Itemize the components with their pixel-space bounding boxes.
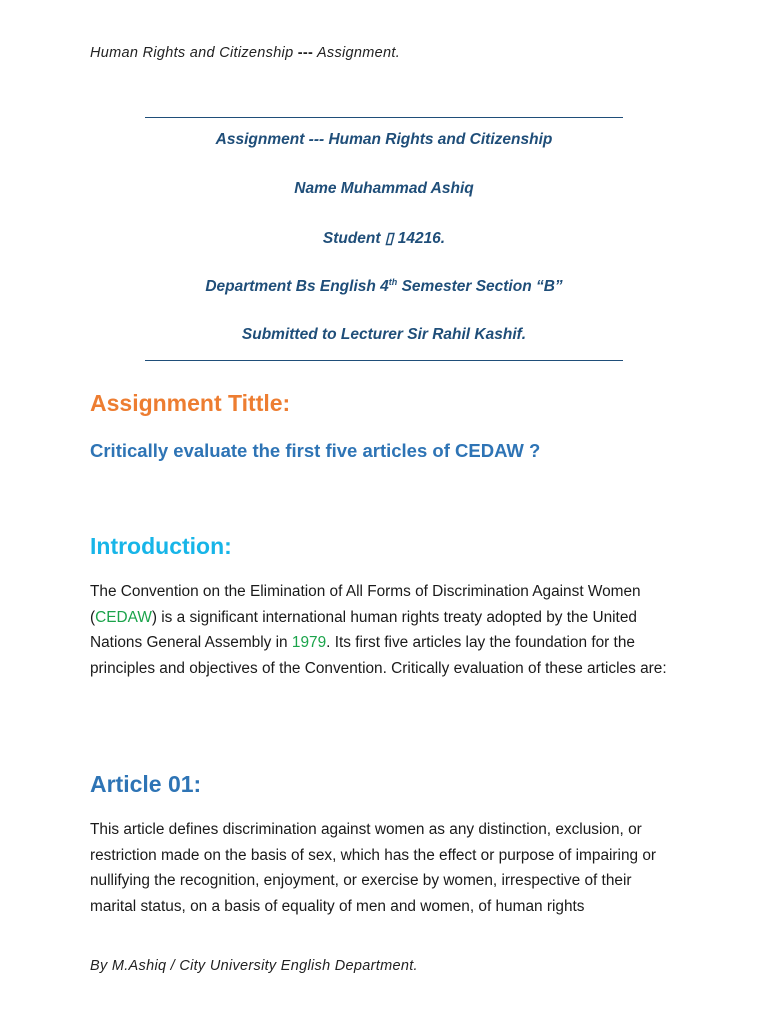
cover-student-line: Student ▯ 14216.	[322, 230, 446, 247]
assignment-question: Critically evaluate the first five articles of CEDAW ?	[90, 440, 541, 461]
introduction-paragraph: The Convention on the Elimination of All Forms of Discrimination Against Women (CEDAW) is a significant international human rights treaty adopted by the United Nations General Assembly in 1979. Its first five articles lay the foundation for the principles and objectives of the Convention. Critically evaluation of these articles are:	[90, 583, 667, 677]
header-left: Human Rights and Citizenship	[90, 45, 298, 61]
article-01-heading: Article 01:	[90, 771, 202, 797]
article-01-paragraph: This article defines discrimination against women as any distinction, exclusion, or restriction made on the basis of sex, which has the effect or purpose of impairing or nullifying the recognition, enjoyment, or exercise by women, irrespective of their marital status, on a basis of equality of men and women, of human rights	[90, 821, 657, 915]
header-right: Assignment.	[313, 45, 401, 61]
cover-assignment-line: Assignment --- Human Rights and Citizenship	[215, 131, 553, 148]
cover-name-line: Name Muhammad Ashiq	[294, 180, 474, 197]
cover-submitted-line: Submitted to Lecturer Sir Rahil Kashif.	[241, 326, 527, 343]
page-header	[90, 45, 400, 61]
cover-bottom-rule	[145, 360, 623, 361]
introduction-heading: Introduction:	[90, 533, 232, 559]
header-separator: ---	[297, 45, 314, 61]
cover-department-line: Department Bs English 4th Semester Section “B”	[205, 277, 563, 296]
page-footer: By M.Ashiq / City University English Department.	[90, 958, 418, 974]
assignment-title-heading: Assignment Tittle:	[90, 390, 291, 416]
cover-top-rule	[145, 117, 623, 118]
cedaw-highlight: CEDAW	[95, 608, 152, 626]
year-highlight: 1979	[291, 634, 327, 652]
